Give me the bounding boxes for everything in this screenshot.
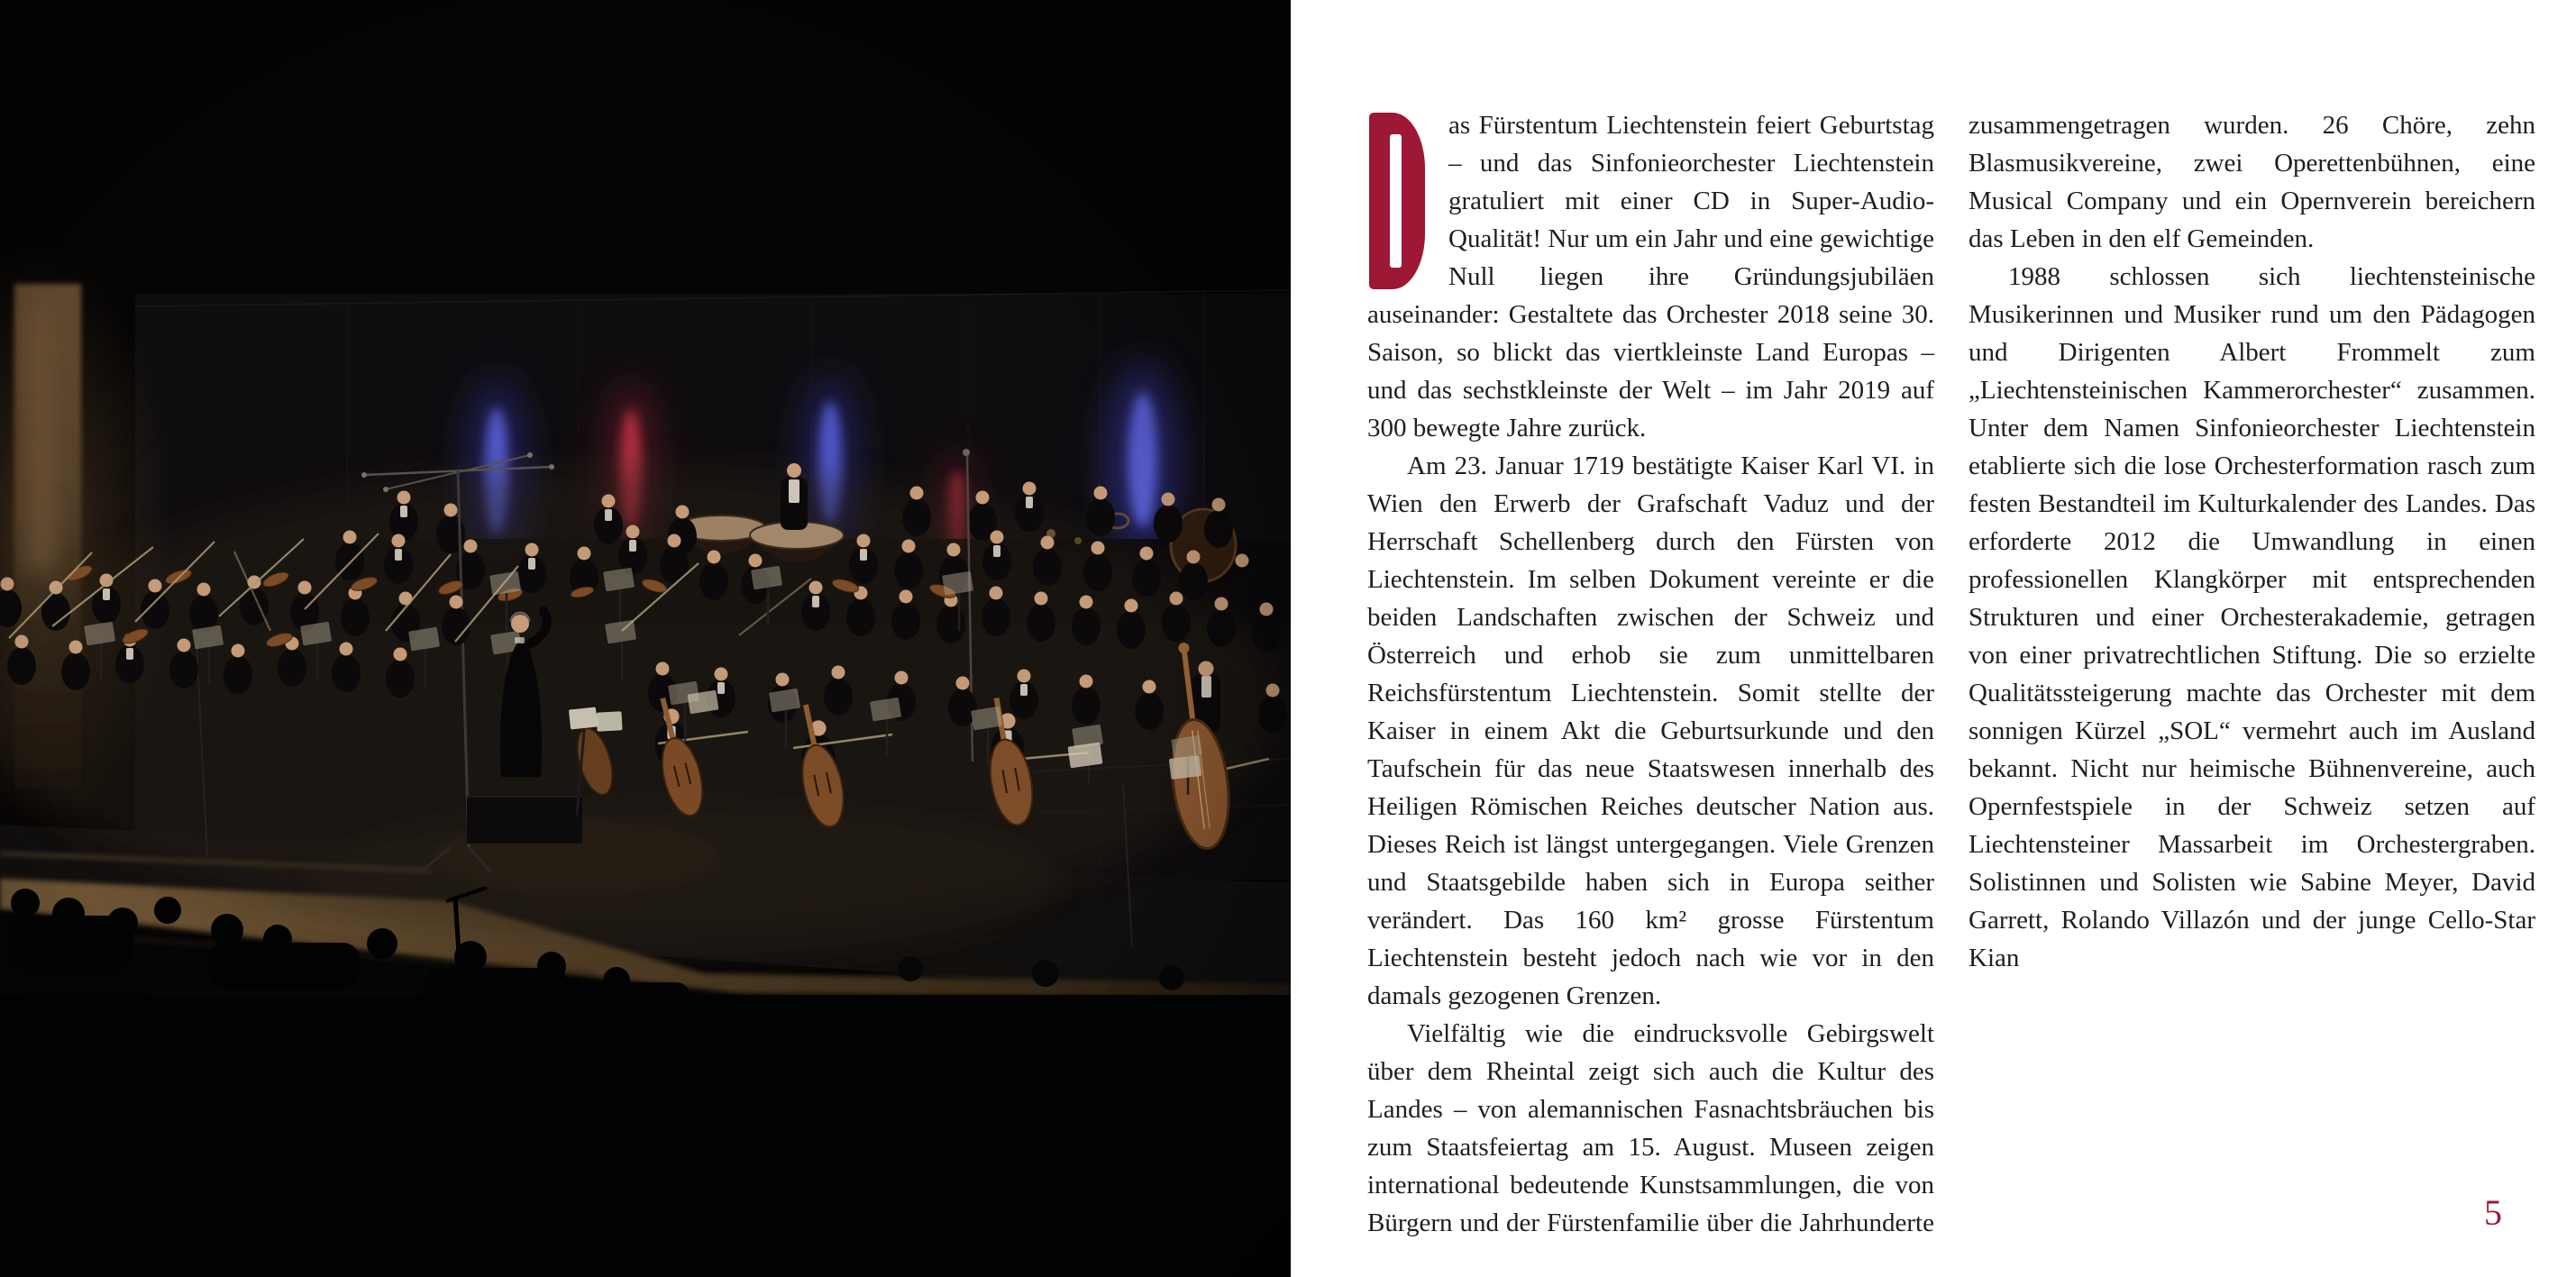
article-text [1367,106,2535,1242]
paragraph-2: Am 23. Januar 1719 bestätigte Kaiser Karl VI. in Wien den Erwerb der Grafschaft Vaduz und der Herrschaft Schellenberg durch den Fürsten von Liechtenstein. Im selben Dokument vereinte er die beiden Landschaften zwischen der Schweiz und Österreich und erhob sie zum unmittelbaren Reichsfürstentum Liechtenstein. Somit stellte der Kaiser in einem Akt die Geburtsurkunde und den Taufschein für das neue Staatswesen innerhalb des Heiligen Römischen Reiches deutscher Nation aus. Dieses Reich ist längst untergegangen. Viele Grenzen und Staatsgebilde haben sich in Europa seither verändert. Das 160 km² grosse Fürstentum Liechtenstein besteht jedoch nach wie vor in den damals gezogenen Grenzen. [1367,452,1934,1010]
page-number: 5 [2484,1192,2502,1233]
drop-cap-letter [1369,113,1425,289]
paragraph-1-text: as Fürstentum Liechtenstein feiert Geburtstag – und das Sinfonieorchester Liechtenstein gratuliert mit einer CD in Super-Audio-Qualität! Nur um ein Jahr und eine gewichtige Null liegen ihre Gründungsjubiläen auseinander: Gestaltete das Orchester 2018 seine 30. Saison, so blickt das viertkleinste Land Europas – und das sechstkleinste der Welt – im Jahr 2019 auf 300 bewegte Jahre zurück. [1367,111,1934,442]
paragraph-1 [1367,106,1934,447]
paragraph-4: 1988 schlossen sich liechtensteinische Musikerinnen und Musiker rund um den Pädagogen und Dirigenten Albert Frommelt zum „Liechtensteinischen Kammerorchester“ zusammen. Unter dem Namen Sinfonieorchester Liechtenstein etablierte sich die lose Orchesterformation rasch zum festen Bestandteil im Kulturkalender des Landes. Das erforderte 2012 die Umwandlung in einen professionellen Klangkörper mit entsprechenden Strukturen und einer Orchesterakademie, getragen von einer privatrechtlichen Stiftung. Die so erzielte Qualitätssteigerung machte das Orchester mit dem sonnigen Kürzel „SOL“ vermehrt auch im Ausland bekannt. Nicht nur heimische Bühnenvereine, auch Opernfestspiele in der Schweiz setzen auf Liechtensteiner Massarbeit im Orchestergraben. Solistinnen und Solisten wie Sabine Meyer, David Garrett, Rolando Villazón und der junge Cello-Star Kian [1969,262,2535,972]
text-page [1291,0,2576,1277]
paragraph-3: Vielfältig wie die eindrucksvolle Gebirgswelt über dem Rheintal zeigt sich auch die Kultur des Landes – von alemannischen Fasnachtsbräuchen bis zum Staatsfeiertag am 15. August. Museen zeigen international bedeutende Kunstsammlungen, die von Bürgern und der Fürstenfamilie über die Jahrhunderte zusammengetragen wurden. 26 Chöre, zehn Blasmusikvereine, zwei Operettenbühnen, eine Musical Company und ein Opernverein bereichern das Leben in den elf Gemeinden. [1367,111,2535,1237]
